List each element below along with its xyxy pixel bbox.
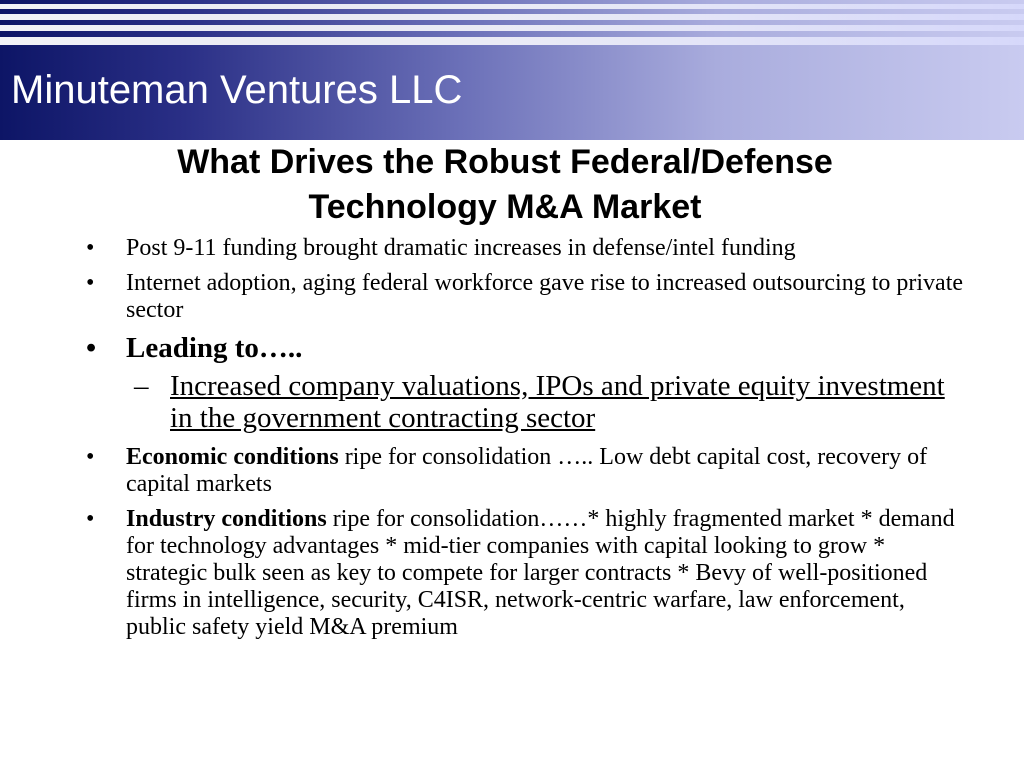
bullet-item	[84, 506, 964, 641]
bullet-text: Post 9-11 funding brought dramatic increases in defense/intel funding	[126, 235, 796, 261]
bullet-item	[84, 444, 964, 498]
sub-bullet-marker: –	[134, 370, 149, 402]
bullet-marker: •	[86, 444, 95, 470]
bullet-text: Leading to…..	[126, 332, 303, 364]
bullet-marker: •	[86, 235, 95, 261]
bullet-marker: •	[86, 270, 95, 296]
slide-title-line-2: Technology M&A Market	[308, 188, 702, 226]
bullet-item	[84, 270, 964, 324]
bullet-bold-lead: Economic conditions	[126, 444, 339, 470]
header-stripe	[0, 37, 1024, 45]
header-stripe	[0, 25, 1024, 31]
header-stripe	[0, 4, 1024, 9]
bullet-text: ripe for consolidation ….. Low debt capital cost, recovery of capital markets	[126, 444, 928, 497]
bullet-bold-lead: Industry conditions	[126, 506, 327, 532]
slide-title-line-1: What Drives the Robust Federal/Defense	[177, 143, 833, 181]
header-stripe	[0, 14, 1024, 20]
bullet-text: ripe for consolidation……* highly fragmented market * demand for technology advantages * mid-tier companies with capital looking to grow * strategic bulk seen as key to compete for larger contracts * Bevy of well-positioned firms in intelligence, security, C4ISR, network-centric warfare, law enforcement, public safety yield M&A premium	[126, 506, 955, 640]
company-name: Minuteman Ventures LLC	[11, 68, 463, 112]
slide-title	[0, 140, 1010, 230]
bullet-text: Internet adoption, aging federal workforce gave rise to increased outsourcing to private sector	[126, 270, 964, 323]
sub-bullet-item	[84, 370, 964, 434]
sub-bullet-text: Increased company valuations, IPOs and private equity investment in the government contracting sector	[170, 370, 945, 434]
bullet-item-heading	[84, 332, 964, 364]
bullet-marker: •	[86, 506, 95, 532]
bullet-item	[84, 235, 964, 262]
bullet-marker: •	[86, 332, 97, 364]
bullet-list	[84, 235, 964, 649]
header-band	[0, 0, 1024, 140]
